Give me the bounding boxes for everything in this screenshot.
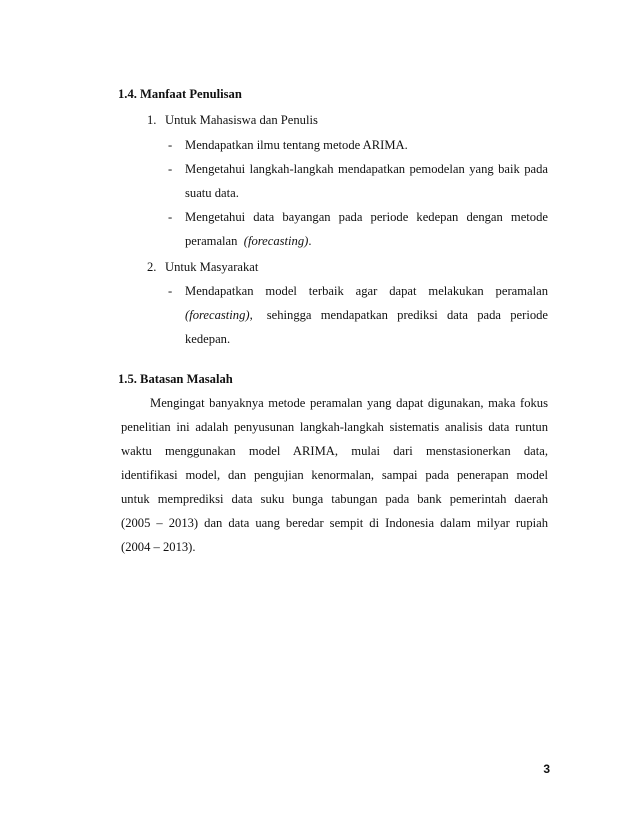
bullet-text-justified [185, 161, 548, 177]
bullet-text-italic: (forecasting), [185, 308, 253, 322]
bullet-text-part: peramalan [185, 234, 238, 248]
paragraph-line [121, 443, 548, 459]
bullet-text-justified [185, 283, 548, 299]
bullet-text-justified [185, 209, 548, 225]
paragraph-text: identifikasi model, dan pengujian kenormalan, sampai pada penerapan model [121, 468, 548, 482]
list-item-2-number: 2. [147, 260, 157, 274]
page-number: 3 [543, 762, 550, 776]
list-item-2-title: Untuk Masyarakat [165, 260, 259, 274]
bullet-dash: - [168, 210, 173, 224]
paragraph-last-line: (2004 – 2013). [121, 540, 196, 554]
paragraph-line [121, 491, 548, 507]
bullet-text: Mendapatkan model terbaik agar dapat melakukan peramalan [185, 284, 548, 298]
bullet-text-end: . [308, 234, 312, 248]
bullet-dash: - [168, 138, 173, 152]
bullet-dash: - [168, 162, 173, 176]
list-item-1-number: 1. [147, 113, 157, 127]
section-heading-1-5: 1.5. Batasan Masalah [118, 372, 233, 386]
bullet-text-italic: (forecasting) [243, 234, 309, 248]
paragraph-line [150, 395, 548, 411]
bullet-dash: - [168, 284, 173, 298]
bullet-text-continued: kedepan. [185, 332, 231, 346]
list-item-1-title: Untuk Mahasiswa dan Penulis [165, 113, 318, 127]
section-heading-1-4: 1.4. Manfaat Penulisan [118, 87, 242, 101]
paragraph-line [121, 467, 548, 483]
paragraph-text: (2005 – 2013) dan data uang beredar sempit di Indonesia dalam milyar rupiah [121, 516, 548, 530]
bullet-text: Mengetahui langkah-langkah mendapatkan pemodelan yang baik pada [185, 162, 548, 176]
paragraph-text: penelitian ini adalah penyusunan langkah-langkah sistematis analisis data runtun [121, 420, 548, 434]
paragraph-text: waktu menggunakan model ARIMA, mulai dari menstasionerkan data, [121, 444, 548, 458]
bullet-text: Mengetahui data bayangan pada periode kedepan dengan metode [185, 210, 548, 224]
bullet-text-justified [185, 307, 548, 323]
bullet-text: Mendapatkan ilmu tentang metode ARIMA. [185, 138, 408, 152]
paragraph-line [121, 515, 548, 531]
paragraph-text: untuk memprediksi data suku bunga tabungan pada bank pemerintah daerah [121, 492, 548, 506]
bullet-text-continued [185, 233, 312, 249]
paragraph-text: Mengingat banyaknya metode peramalan yang dapat digunakan, maka fokus [150, 396, 548, 410]
paragraph-line [121, 419, 548, 435]
bullet-text-continued: suatu data. [185, 186, 239, 200]
bullet-text: sehingga mendapatkan prediksi data pada periode [266, 308, 548, 322]
